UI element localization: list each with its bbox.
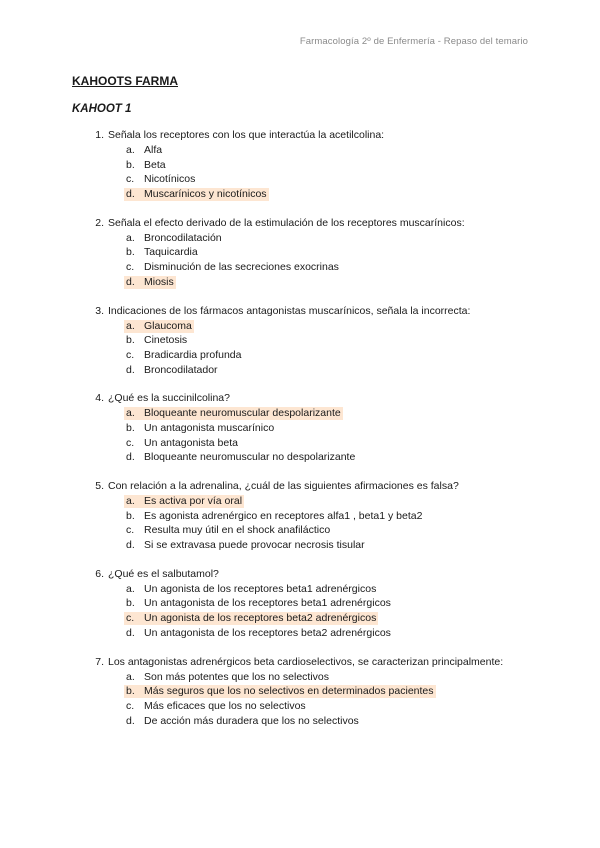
answer-option xyxy=(0,670,600,685)
answer-option xyxy=(0,596,600,611)
option-text: Un antagonista beta xyxy=(144,436,238,449)
answer-option xyxy=(0,626,600,641)
answer-option-correct xyxy=(0,494,600,509)
answer-option-correct xyxy=(0,684,600,699)
option-text: Más seguros que los no selectivos en determinados pacientes xyxy=(144,685,434,698)
option-letter: c. xyxy=(126,348,135,361)
option-text: Un agonista de los receptores beta1 adrenérgicos xyxy=(144,582,377,595)
option-text: Un antagonista de los receptores beta1 adrenérgicos xyxy=(144,597,391,610)
option-letter: b. xyxy=(126,685,135,698)
answer-option xyxy=(0,172,600,187)
option-text: Bloqueante neuromuscular no despolarizante xyxy=(144,451,356,464)
option-text: Cinetosis xyxy=(144,334,188,347)
option-letter: b. xyxy=(126,334,135,347)
option-letter: a. xyxy=(126,495,135,507)
answer-option xyxy=(0,582,600,597)
option-letter: d. xyxy=(126,626,135,639)
option-text: Más eficaces que los no selectivos xyxy=(144,699,306,712)
option-letter: d. xyxy=(126,275,135,288)
option-text: Beta xyxy=(144,158,166,171)
question-item xyxy=(0,655,600,729)
option-letter: c. xyxy=(126,436,135,449)
page-header: Farmacología 2º de Enfermería - Repaso del temario xyxy=(299,36,528,47)
option-letter: d. xyxy=(126,539,135,552)
option-text: Resulta muy útil en el shock anafiláctico xyxy=(144,524,331,537)
answer-option xyxy=(0,143,600,158)
option-text: Bloqueante neuromuscular despolarizante xyxy=(144,407,341,420)
answer-option xyxy=(0,714,600,729)
document-title: KAHOOTS FARMA xyxy=(72,74,178,88)
option-text: Miosis xyxy=(144,275,174,288)
question-item xyxy=(0,216,600,290)
answer-options xyxy=(0,582,600,641)
question-number: 1. xyxy=(95,129,104,141)
option-letter: a. xyxy=(126,231,135,244)
answer-options xyxy=(0,319,600,378)
option-text: De acción más duradera que los no selectivos xyxy=(144,714,359,727)
answer-option xyxy=(0,538,600,553)
answer-options xyxy=(0,406,600,465)
question-number: 5. xyxy=(95,480,104,492)
answer-option xyxy=(0,523,600,538)
option-text: Si se extravasa puede provocar necrosis tisular xyxy=(144,539,365,552)
option-letter: b. xyxy=(126,246,135,259)
option-letter: b. xyxy=(126,509,135,522)
question-list xyxy=(0,128,600,742)
option-text: Bradicardia profunda xyxy=(144,348,242,361)
option-letter: b. xyxy=(126,421,135,434)
answer-option xyxy=(0,260,600,275)
option-text: Broncodilatador xyxy=(144,363,218,376)
question-item xyxy=(0,391,600,465)
option-letter: c. xyxy=(126,261,135,274)
question-text: Con relación a la adrenalina, ¿cuál de las siguientes afirmaciones es falsa? xyxy=(108,480,459,492)
answer-option-correct xyxy=(0,319,600,334)
option-letter: d. xyxy=(126,363,135,376)
option-text: Es agonista adrenérgico en receptores alfa1 , beta1 y beta2 xyxy=(144,509,423,522)
question-item xyxy=(0,479,600,553)
question-number: 3. xyxy=(95,304,104,317)
question-number: 6. xyxy=(95,567,104,580)
option-text: Taquicardia xyxy=(144,246,198,259)
option-text: Nicotínicos xyxy=(144,173,196,186)
question-number: 4. xyxy=(95,392,104,405)
question-text: ¿Qué es la succinilcolina? xyxy=(108,392,230,405)
question-number: 7. xyxy=(95,655,104,668)
option-text: Un antagonista de los receptores beta2 adrenérgicos xyxy=(144,626,391,639)
option-text: Son más potentes que los no selectivos xyxy=(144,670,330,683)
answer-option xyxy=(0,333,600,348)
option-letter: a. xyxy=(126,582,135,595)
question-text: Los antagonistas adrenérgicos beta cardioselectivos, se caracterizan principalmente: xyxy=(108,655,504,668)
answer-option-correct xyxy=(0,406,600,421)
answer-options xyxy=(0,231,600,290)
option-letter: d. xyxy=(126,451,135,464)
question-text: Señala los receptores con los que interactúa la acetilcolina: xyxy=(108,129,385,141)
option-text: Glaucoma xyxy=(144,319,192,332)
option-letter: a. xyxy=(126,670,135,683)
answer-option xyxy=(0,363,600,378)
option-text: Alfa xyxy=(144,144,163,156)
answer-option xyxy=(0,231,600,246)
option-text: Es activa por vía oral xyxy=(144,495,243,507)
option-text: Broncodilatación xyxy=(144,231,222,244)
answer-option-correct xyxy=(0,187,600,202)
option-letter: d. xyxy=(126,188,135,201)
answer-option xyxy=(0,158,600,173)
answer-option-correct xyxy=(0,611,600,626)
option-letter: c. xyxy=(126,524,135,537)
option-letter: a. xyxy=(126,144,135,156)
option-text: Disminución de las secreciones exocrinas xyxy=(144,261,339,274)
section-title: KAHOOT 1 xyxy=(72,103,132,115)
option-letter: a. xyxy=(126,407,135,420)
option-letter: c. xyxy=(126,612,135,625)
option-letter: a. xyxy=(126,319,135,332)
question-item xyxy=(0,128,600,202)
option-text: Un antagonista muscarínico xyxy=(144,421,275,434)
answer-option xyxy=(0,348,600,363)
question-number: 2. xyxy=(95,216,104,229)
answer-option xyxy=(0,421,600,436)
option-text: Muscarínicos y nicotínicos xyxy=(144,188,267,201)
question-text: Indicaciones de los fármacos antagonistas muscarínicos, señala la incorrecta: xyxy=(108,304,471,317)
option-letter: b. xyxy=(126,597,135,610)
option-letter: d. xyxy=(126,714,135,727)
option-letter: c. xyxy=(126,173,135,186)
answer-option xyxy=(0,245,600,260)
answer-options xyxy=(0,670,600,729)
question-item xyxy=(0,304,600,378)
answer-option xyxy=(0,436,600,451)
option-text: Un agonista de los receptores beta2 adrenérgicos xyxy=(144,612,377,625)
answer-options xyxy=(0,143,600,202)
option-letter: b. xyxy=(126,158,135,171)
answer-options xyxy=(0,494,600,553)
question-text: Señala el efecto derivado de la estimulación de los receptores muscarínicos: xyxy=(108,216,465,229)
option-letter: c. xyxy=(126,699,135,712)
answer-option xyxy=(0,699,600,714)
answer-option xyxy=(0,509,600,524)
answer-option-correct xyxy=(0,275,600,290)
question-text: ¿Qué es el salbutamol? xyxy=(108,567,219,580)
answer-option xyxy=(0,450,600,465)
question-item xyxy=(0,567,600,641)
